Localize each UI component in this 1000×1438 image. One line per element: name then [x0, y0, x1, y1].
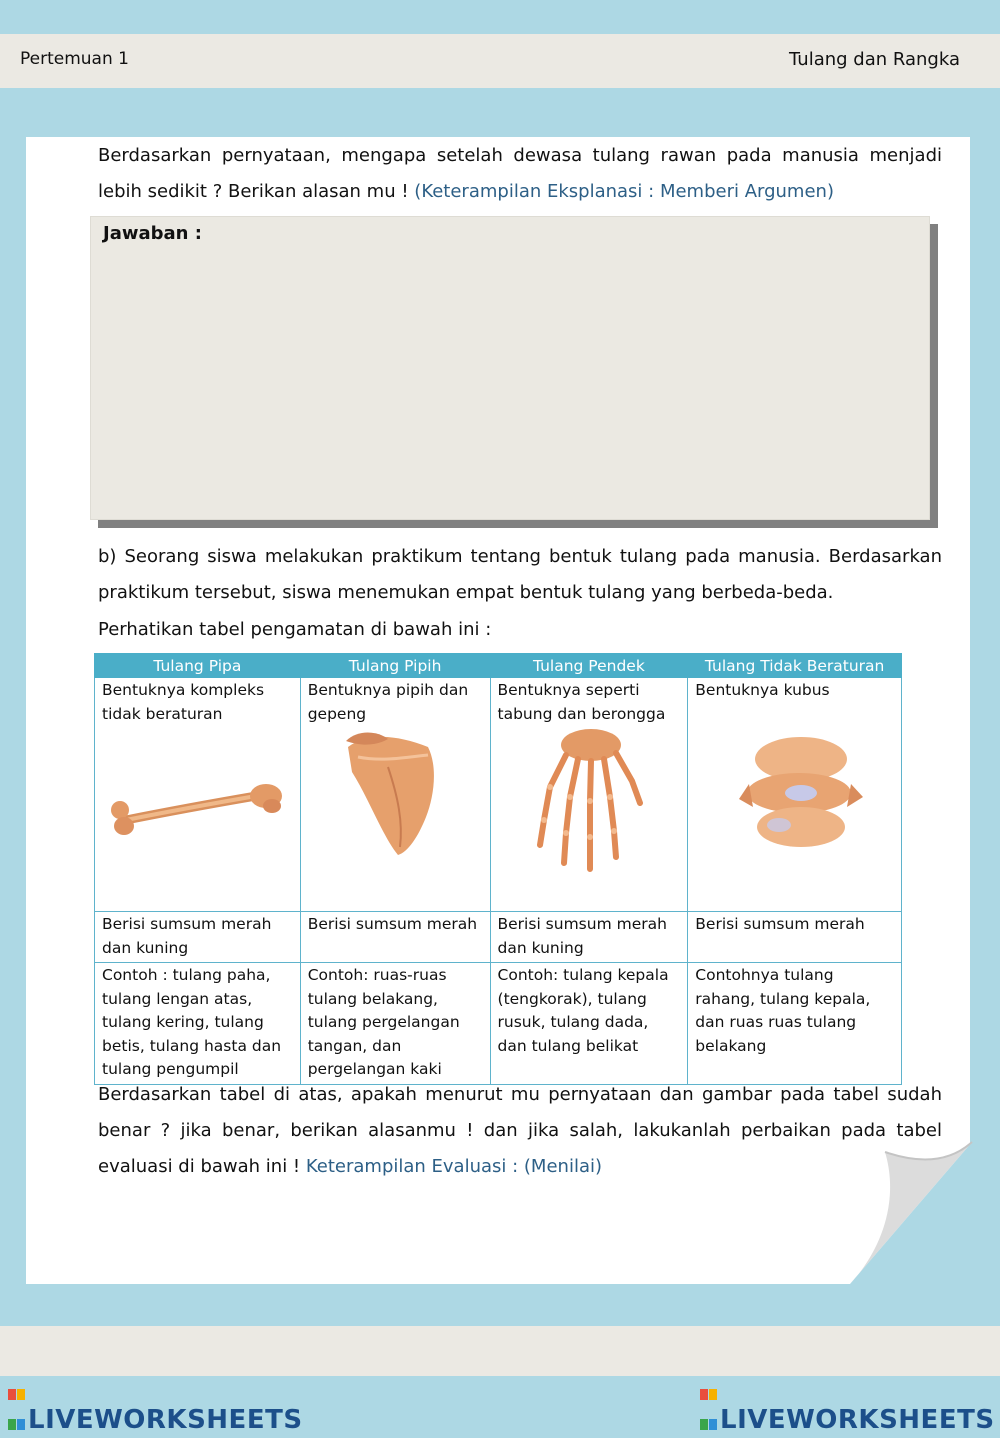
- top-band: [0, 0, 1000, 34]
- question-b-intro: b) Seorang siswa melakukan praktikum tentang bentuk tulang pada manusia. Berdasarkan praktikum tersebut, siswa menemukan empat bentuk tulang yang berbeda-beda.: [98, 546, 942, 603]
- liveworksheets-mark-icon: [700, 1378, 718, 1402]
- marrow-pipa: Berisi sumsum merah dan kuning: [95, 912, 301, 963]
- marrow-pipih: Berisi sumsum merah: [300, 912, 490, 963]
- question-a-text: Berdasarkan pernyataan, mengapa setelah dewasa tulang rawan pada manusia menjadi lebih sedikit ? Berikan alasan mu !: [98, 145, 942, 202]
- header-tulang-pipih: Tulang Pipih: [300, 654, 490, 678]
- header-topic: Tulang dan Rangka: [789, 49, 960, 70]
- hand-bones-icon: [536, 725, 646, 875]
- scapula-bone-icon: [338, 727, 448, 857]
- table-row-marrow: [95, 912, 902, 963]
- brand-text-left: LIVEWORKSHEETS: [28, 1405, 303, 1435]
- header-tulang-pendek: Tulang Pendek: [490, 654, 688, 678]
- example-pipa: Contoh : tulang paha, tulang lengan atas, tulang kering, tulang betis, tulang hasta dan tulang pengumpil: [95, 963, 301, 1085]
- header-tulang-tidak-beraturan: Tulang Tidak Beraturan: [688, 654, 902, 678]
- answer-box[interactable]: [90, 216, 930, 520]
- liveworksheets-logo-left: [8, 1378, 303, 1435]
- table-row-shape: [95, 678, 902, 912]
- example-pendek: Contoh: tulang kepala (tengkorak), tulang rusuk, tulang dada, dan tulang belikat: [490, 963, 688, 1085]
- question-a-skill: (Keterampilan Eksplanasi : Memberi Argumen): [414, 181, 834, 202]
- liveworksheets-mark-icon: [8, 1378, 26, 1402]
- question-c-skill: Keterampilan Evaluasi : (Menilai): [305, 1156, 602, 1177]
- table-header-row: [95, 654, 902, 678]
- table-cell: [688, 678, 902, 912]
- marrow-tidak-beraturan: Berisi sumsum merah: [688, 912, 902, 963]
- example-tidak-beraturan: Contohnya tulang rahang, tulang kepala, dan ruas ruas tulang belakang: [688, 963, 902, 1085]
- question-b-instruction: Perhatikan tabel pengamatan di bawah ini :: [98, 619, 492, 640]
- shape-desc-pipih: Bentuknya pipih dan gepeng: [307, 681, 469, 723]
- brand-text-right: LIVEWORKSHEETS: [720, 1405, 995, 1435]
- example-pipih: Contoh: ruas-ruas tulang belakang, tulang pergelangan tangan, dan pergelangan kaki: [300, 963, 490, 1085]
- header-tulang-pipa: Tulang Pipa: [95, 654, 301, 678]
- femur-bone-icon: [106, 780, 286, 850]
- answer-label: Jawaban :: [103, 223, 202, 244]
- question-c: [98, 1077, 942, 1185]
- liveworksheets-logo-right: [700, 1378, 995, 1435]
- page-header: [0, 34, 1000, 88]
- shape-desc-pipa: Bentuknya kompleks tidak beraturan: [102, 681, 265, 723]
- shape-desc-tidak-beraturan: Bentuknya kubus: [695, 681, 830, 699]
- table-cell: [95, 678, 301, 912]
- vertebra-bones-icon: [739, 729, 864, 859]
- header-meeting: Pertemuan 1: [20, 49, 129, 69]
- footer-band: [0, 1326, 1000, 1376]
- table-cell: [490, 678, 688, 912]
- observation-table: [94, 653, 902, 1085]
- question-c-text: Berdasarkan tabel di atas, apakah menurut mu pernyataan dan gambar pada tabel sudah benar ? jika benar, berikan alasanmu ! dan jika salah, lakukanlah perbaikan pada tabel evaluasi di bawah ini !: [98, 1084, 942, 1177]
- marrow-pendek: Berisi sumsum merah dan kuning: [490, 912, 688, 963]
- question-a: [98, 138, 942, 210]
- table-cell: [300, 678, 490, 912]
- table-row-example: [95, 963, 902, 1085]
- shape-desc-pendek: Bentuknya seperti tabung dan berongga: [497, 681, 666, 723]
